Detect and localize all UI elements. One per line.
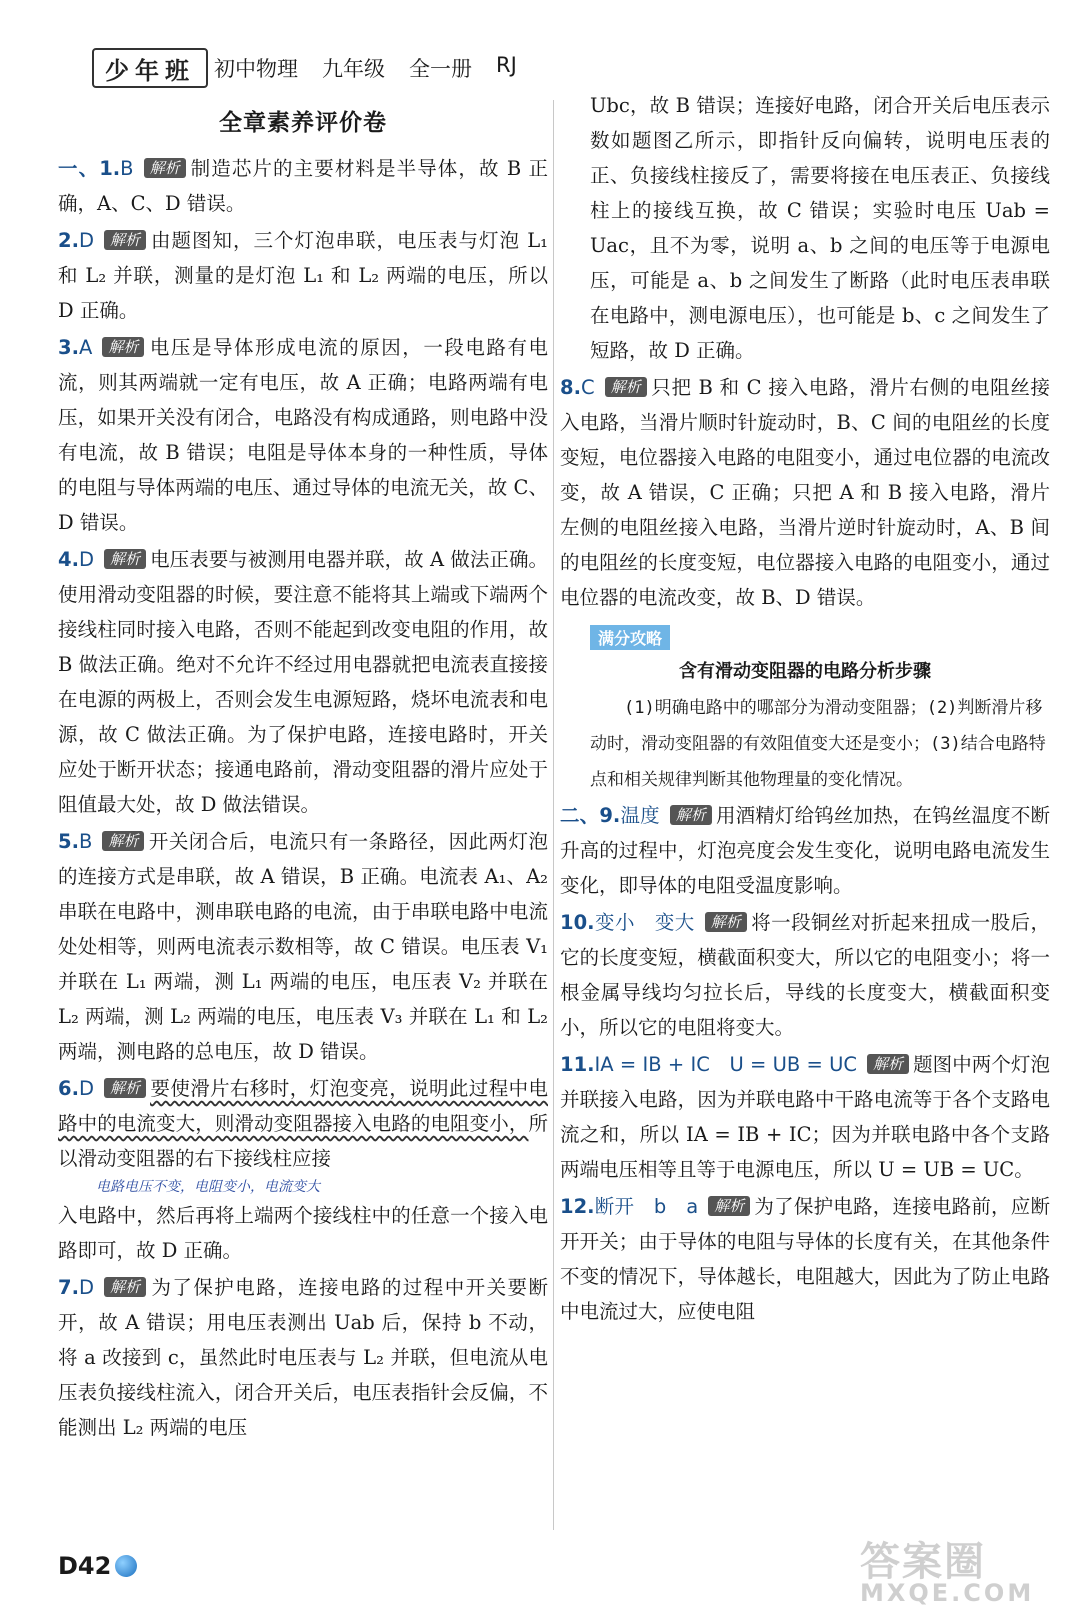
item-number: 5. [58,830,79,853]
item-answer: 变小 变大 [594,911,695,934]
item-text-continued: 入电路中，然后再将上端两个接线柱中的任意一个接入电路即可，故 D 正确。 [58,1204,548,1262]
page-number: D42 [58,1552,112,1580]
tip-box [560,617,1050,798]
watermark-line1: 答案圈 [860,1539,986,1585]
item-number: 7. [58,1276,79,1299]
item-number: 3. [58,336,79,359]
item-answer: 温度 [620,804,660,827]
answer-item-3 [58,330,548,540]
item-text: Ubc，故 B 错误；连接好电路，闭合开关后电压表示数如题图乙所示，即指针反向偏转，说明电压表的正、负接线柱接反了，需要将接在电压表正、负接线柱上的接线互换，故 C 错误；实验时电压 Uab = Uac，且不为零，说明 a、b 之间的电压等于电源电压，可能是 a、b 之间发生了断路（此时电压表串联在电路中，测电源电压），也可能是 b、c 之间发生了短路，故 D 正确。 [590,94,1050,362]
analysis-badge: 解析 [104,230,146,250]
analysis-badge: 解析 [670,805,712,825]
answer-item-7 [58,1270,548,1445]
answer-item-7-continued [560,88,1050,368]
item-number: 一、1. [58,157,121,180]
item-answer: D [78,229,94,252]
analysis-badge: 解析 [144,158,186,178]
subject: 初中物理 [214,57,298,81]
item-number: 11. [560,1053,595,1076]
edition: RJ [496,53,517,77]
analysis-badge: 解析 [102,831,144,851]
book-info [214,53,517,83]
highlighted-text: 要使滑片右移时，灯泡变亮，说明此过程中电路中的电流变大，则滑动变阻器接入电路的电阻变小， [58,1077,548,1135]
item-answer: C [580,376,595,399]
answer-item-6 [58,1071,548,1268]
item-answer: IA = IB + IC U = UB = UC [594,1053,858,1076]
item-number: 8. [560,376,581,399]
item-number: 12. [560,1195,595,1218]
item-text: 为了保护电路，连接电路的过程中开关要断开，故 A 错误；用电压表测出 Uab 后，保持 b 不动，将 a 改接到 c，虽然此时电压表与 L₂ 并联，但电流从电压表负接线柱流入，闭合开关后，电压表指针会反偏，不能测出 L₂ 两端的电压 [58,1276,548,1439]
item-text: 开关闭合后，电流只有一条路径，因此两灯泡的连接方式是串联，故 A 错误，B 正确。电流表 A₁、A₂ 串联在电路中，测串联电路的电流，由于串联电路中电流处处相等，则两电流表示数相等，故 C 错误。电压表 V₁ 并联在 L₁ 两端，测 L₁ 两端的电压，电压表 V₂ 并联在 L₂ 两端，测 L₂ 两端的电压，电压表 V₃ 并联在 L₁ 和 L₂ 两端，测电路的总电压，故 D 错误。 [58,830,548,1063]
answer-item-1 [58,151,548,221]
answer-item-9 [560,798,1050,903]
handwritten-note: 电路电压不变，电阻变小，电流变大 [96,1179,320,1195]
answer-item-2 [58,223,548,328]
item-answer: B [78,830,93,853]
item-text: 制造芯片的主要材料是半导体，故 B 正确，A、C、D 错误。 [58,157,548,215]
item-text: 为了保护电路，连接电路前，应断开开关；由于导体的电阻与导体的长度有关，在其他条件不变的情况下，导体越长，电阻越大，因此为了防止电路中电流过大，应使电阻 [560,1195,1050,1323]
tip-body: (1)明确电路中的哪部分为滑动变阻器；(2)判断滑片移动时，滑动变阻器的有效阻值变大还是变小；(3)结合电路特点和相关规律判断其他物理量的变化情况。 [590,698,1046,790]
tip-title: 含有滑动变阻器的电路分析步骤 [679,661,931,682]
analysis-badge: 解析 [104,1277,146,1297]
answer-item-12 [560,1189,1050,1329]
item-number: 4. [58,548,79,571]
answer-item-11 [560,1047,1050,1187]
item-number: 6. [58,1077,79,1100]
item-number: 2. [58,229,79,252]
item-answer: D [78,1077,94,1100]
item-text: 题图中两个灯泡并联接入电路，因为并联电路中干路电流等于各个支路电流之和，所以 IA = IB + IC；因为并联电路中各个支路两端电压相等且等于电源电压，所以 U = UB = UC。 [560,1053,1050,1181]
analysis-badge: 解析 [102,337,144,357]
watermark [860,1530,1034,1607]
analysis-badge: 解析 [104,1078,146,1098]
brand-logo: 少年班 [92,48,208,88]
answer-item-5 [58,824,548,1069]
tip-tag: 满分攻略 [590,625,670,650]
page-header [92,48,517,88]
chapter-title: 全章素养评价卷 [219,110,387,136]
volume: 全一册 [409,57,472,81]
analysis-badge: 解析 [605,377,647,397]
item-answer: A [78,336,93,359]
right-column [560,88,1050,1331]
watermark-line2: MXQE.COM [860,1579,1035,1607]
item-number: 二、9. [560,804,621,827]
item-text: 由题图知，三个灯泡串联，电压表与灯泡 L₁ 和 L₂ 并联，测量的是灯泡 L₁ 和 L₂ 两端的电压，所以 D 正确。 [58,229,548,322]
answer-item-4 [58,542,548,822]
item-text: 所以滑动变阻器的右下接线柱应接 [58,1112,548,1170]
left-column [58,96,548,1447]
answer-item-10 [560,905,1050,1045]
item-text: 将一段铜丝对折起来扭成一股后，它的长度变短，横截面积变大，所以它的电阻变小；将一根金属导线均匀拉长后，导线的长度变大，横截面积变小，所以它的电阻将变大。 [560,911,1050,1039]
item-text: 只把 B 和 C 接入电路，滑片右侧的电阻丝接入电路，当滑片顺时针旋动时，B、C 间的电阻丝的长度变短，电位器接入电路的电阻变小，通过电位器的电流改变，故 A 错误，C 正确；只把 A 和 B 接入电路，滑片左侧的电阻丝接入电路，当滑片逆时针旋动时，A、B 间的电阻丝的长度变短，电位器接入电路的电阻变小，通过电位器的电流改变，故 B、D 错误。 [560,376,1050,609]
item-answer: D [78,548,94,571]
answer-item-8 [560,370,1050,615]
analysis-badge: 解析 [104,549,146,569]
analysis-badge: 解析 [705,912,747,932]
item-answer: B [120,157,134,180]
item-answer: D [78,1276,94,1299]
page-dot-icon [115,1555,137,1577]
item-answer: 断开 b a [594,1195,699,1218]
item-text: 电压表要与被测用电器并联，故 A 做法正确。使用滑动变阻器的时候，要注意不能将其上端或下端两个接线柱同时接入电路，否则不能起到改变电阻的作用，故 B 做法正确。绝对不允许不经过用电器就把电流表直接接在电源的两极上，否则会发生电源短路，烧坏电流表和电源，故 C 做法正确。为了保护电路，连接电路时，开关应处于断开状态；接通电路前，滑动变阻器的滑片应处于阻值最大处，故 D 做法错误。 [58,548,548,816]
column-divider [553,100,554,1530]
analysis-badge: 解析 [867,1054,909,1074]
item-number: 10. [560,911,595,934]
analysis-badge: 解析 [708,1196,750,1216]
page-footer [58,1552,137,1580]
item-text: 电压是导体形成电流的原因，一段电路有电流，则其两端就一定有电压，故 A 正确；电路两端有电压，如果开关没有闭合，电路没有构成通路，则电路中没有电流，故 B 错误；电阻是导体本身的一种性质，导体的电阻与导体两端的电压、通过导体的电流无关，故 C、D 错误。 [58,336,548,534]
item-text: 用酒精灯给钨丝加热，在钨丝温度不断升高的过程中，灯泡亮度会发生变化，说明电路电流发生变化，即导体的电阻受温度影响。 [560,804,1050,897]
grade: 九年级 [322,57,385,81]
